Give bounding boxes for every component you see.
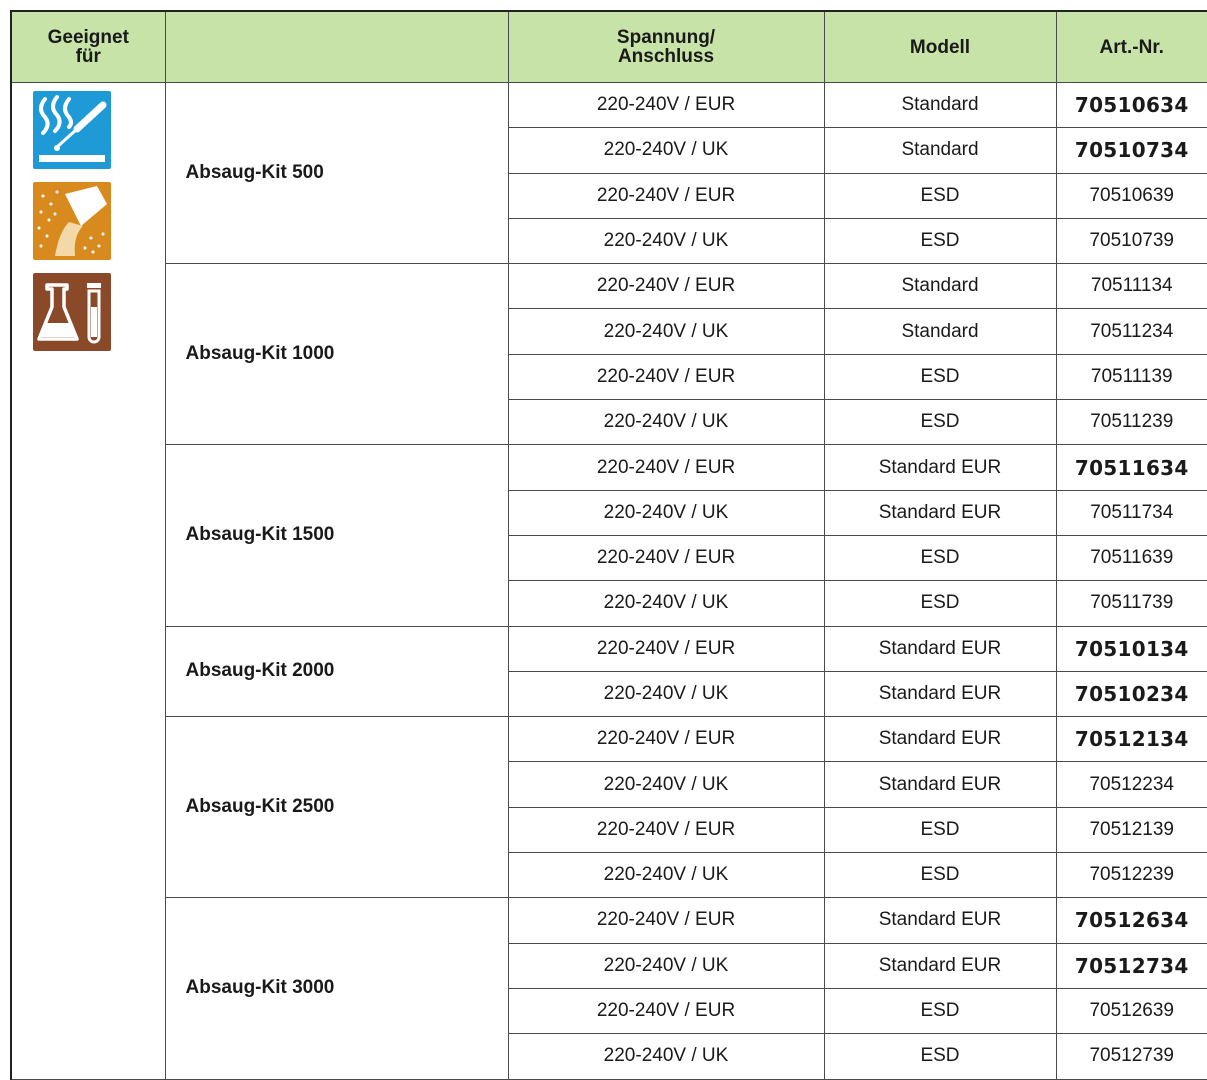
modell-cell: Standard EUR <box>824 490 1056 535</box>
artnr-cell: 70512234 <box>1056 762 1207 807</box>
table-row <box>11 898 1207 943</box>
table-row <box>11 626 1207 671</box>
spannung-cell: 220-240V / UK <box>508 671 824 716</box>
artnr-cell: 70511134 <box>1056 264 1207 309</box>
spannung-cell: 220-240V / EUR <box>508 626 824 671</box>
spannung-cell: 220-240V / EUR <box>508 264 824 309</box>
artnr-cell: 70512139 <box>1056 807 1207 852</box>
artnr-cell: 70512639 <box>1056 988 1207 1033</box>
kit-name-cell: Absaug-Kit 3000 <box>165 898 508 1079</box>
modell-cell: ESD <box>824 853 1056 898</box>
modell-cell: ESD <box>824 354 1056 399</box>
kit-name-cell: Absaug-Kit 2000 <box>165 626 508 717</box>
modell-cell: Standard EUR <box>824 671 1056 716</box>
kit-name-cell: Absaug-Kit 2500 <box>165 717 508 898</box>
artnr-cell: 70511634 <box>1056 445 1207 490</box>
artnr-cell: 70511139 <box>1056 354 1207 399</box>
modell-cell: ESD <box>824 1034 1056 1079</box>
spannung-cell: 220-240V / UK <box>508 490 824 535</box>
spannung-cell: 220-240V / EUR <box>508 988 824 1033</box>
header-product <box>165 11 508 83</box>
artnr-cell: 70511239 <box>1056 400 1207 445</box>
modell-cell: ESD <box>824 218 1056 263</box>
spannung-cell: 220-240V / UK <box>508 218 824 263</box>
artnr-cell: 70511234 <box>1056 309 1207 354</box>
table-body <box>11 83 1207 1080</box>
artnr-cell: 70511739 <box>1056 581 1207 626</box>
spannung-cell: 220-240V / UK <box>508 1034 824 1079</box>
spannung-cell: 220-240V / UK <box>508 400 824 445</box>
modell-cell: ESD <box>824 807 1056 852</box>
modell-cell: Standard <box>824 83 1056 128</box>
modell-cell: ESD <box>824 173 1056 218</box>
modell-cell: ESD <box>824 400 1056 445</box>
artnr-cell: 70512134 <box>1056 717 1207 762</box>
kit-name-cell: Absaug-Kit 1500 <box>165 445 508 626</box>
table-row <box>11 445 1207 490</box>
modell-cell: Standard EUR <box>824 717 1056 762</box>
spannung-cell: 220-240V / EUR <box>508 445 824 490</box>
artnr-cell: 70511734 <box>1056 490 1207 535</box>
header-geeignet-line1: Geeignet <box>47 27 129 48</box>
artnr-cell: 70512634 <box>1056 898 1207 943</box>
modell-cell: Standard EUR <box>824 898 1056 943</box>
artnr-cell: 70510134 <box>1056 626 1207 671</box>
modell-cell: Standard <box>824 309 1056 354</box>
product-table-wrapper <box>10 10 1207 1080</box>
spannung-cell: 220-240V / UK <box>508 762 824 807</box>
modell-cell: ESD <box>824 988 1056 1033</box>
spannung-cell: 220-240V / UK <box>508 128 824 173</box>
modell-cell: Standard EUR <box>824 762 1056 807</box>
spannung-cell: 220-240V / EUR <box>508 83 824 128</box>
modell-cell: Standard EUR <box>824 626 1056 671</box>
spannung-cell: 220-240V / EUR <box>508 807 824 852</box>
spannung-cell: 220-240V / UK <box>508 309 824 354</box>
modell-cell: Standard <box>824 264 1056 309</box>
product-table <box>10 10 1207 1080</box>
geeignet-icons-cell <box>11 83 165 1080</box>
header-spannung-line1: Spannung/ <box>616 27 716 48</box>
kit-name-cell: Absaug-Kit 500 <box>165 83 508 264</box>
header-spannung-line2: Anschluss <box>617 46 715 67</box>
header-artnr: Art.-Nr. <box>1056 11 1207 83</box>
spannung-cell: 220-240V / UK <box>508 853 824 898</box>
artnr-cell: 70512239 <box>1056 853 1207 898</box>
spannung-cell: 220-240V / EUR <box>508 898 824 943</box>
header-modell: Modell <box>824 11 1056 83</box>
spannung-cell: 220-240V / EUR <box>508 535 824 580</box>
header-geeignet <box>11 11 165 83</box>
table-row <box>11 717 1207 762</box>
artnr-cell: 70512734 <box>1056 943 1207 988</box>
artnr-cell: 70511639 <box>1056 535 1207 580</box>
spannung-cell: 220-240V / UK <box>508 943 824 988</box>
modell-cell: ESD <box>824 581 1056 626</box>
artnr-cell: 70510739 <box>1056 218 1207 263</box>
modell-cell: Standard <box>824 128 1056 173</box>
table-header-row <box>11 11 1207 83</box>
modell-cell: ESD <box>824 535 1056 580</box>
artnr-cell: 70510634 <box>1056 83 1207 128</box>
spannung-cell: 220-240V / EUR <box>508 717 824 762</box>
spannung-cell: 220-240V / UK <box>508 581 824 626</box>
artnr-cell: 70510639 <box>1056 173 1207 218</box>
table-row <box>11 83 1207 128</box>
laboratory-flask-icon <box>33 273 111 351</box>
powder-pouring-icon <box>33 182 111 260</box>
kit-name-cell: Absaug-Kit 1000 <box>165 264 508 445</box>
soldering-fume-icon <box>33 91 111 169</box>
spannung-cell: 220-240V / EUR <box>508 354 824 399</box>
spannung-cell: 220-240V / EUR <box>508 173 824 218</box>
header-geeignet-line2: für <box>75 46 101 67</box>
table-row <box>11 264 1207 309</box>
artnr-cell: 70512739 <box>1056 1034 1207 1079</box>
modell-cell: Standard EUR <box>824 943 1056 988</box>
artnr-cell: 70510234 <box>1056 671 1207 716</box>
artnr-cell: 70510734 <box>1056 128 1207 173</box>
modell-cell: Standard EUR <box>824 445 1056 490</box>
header-spannung <box>508 11 824 83</box>
